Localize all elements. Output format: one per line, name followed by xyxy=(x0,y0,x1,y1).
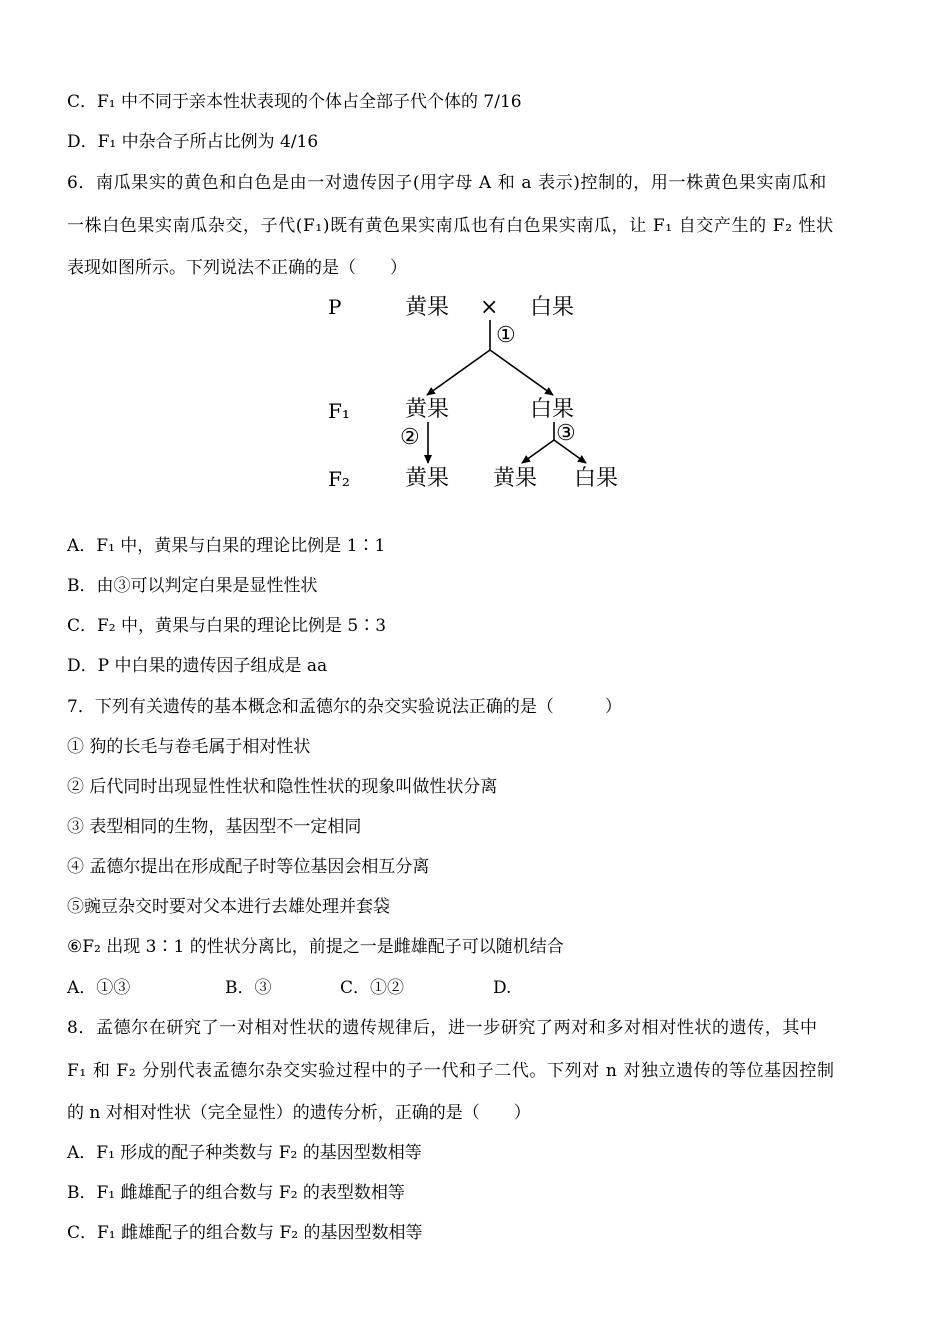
q8-stem-line-2: F₁ 和 F₂ 分别代表孟德尔杂交实验过程中的子一代和子二代。下列对 n 对独立遗传的等位基因控制 xyxy=(67,1061,835,1081)
arrow-to-f1-white xyxy=(490,350,553,395)
q6-stem-line-1: 6．南瓜果实的黄色和白色是由一对遗传因子(用字母 A 和 a 表示)控制的，用一株黄色果实南瓜和 xyxy=(67,173,827,193)
q7-statement-4: ④ 孟德尔提出在形成配子时等位基因会相互分离 xyxy=(67,857,430,877)
q7-option-b: B．③ xyxy=(225,978,272,998)
q8-option-b: B．F₁ 雌雄配子的组合数与 F₂ 的表型数相等 xyxy=(67,1183,405,1203)
generation-label-f1: F₁ xyxy=(328,399,350,423)
cross-diagram xyxy=(310,280,640,500)
q6-option-d: D．P 中白果的遗传因子组成是 aa xyxy=(67,656,328,676)
p-white-fruit: 白果 xyxy=(530,295,575,320)
q6-stem-line-2: 一株白色果实南瓜杂交，子代(F₁)既有黄色果实南瓜也有白色果实南瓜，让 F₁ 自交产生的 F₂ 性状 xyxy=(67,216,834,236)
step-marker-3: ③ xyxy=(556,421,576,446)
q7-statement-1: ① 狗的长毛与卷毛属于相对性状 xyxy=(67,737,311,757)
q6-option-c: C．F₂ 中，黄果与白果的理论比例是 5∶3 xyxy=(67,616,387,636)
cross-symbol: × xyxy=(480,295,499,320)
generation-label-p: P xyxy=(328,295,342,319)
f2-white-fruit: 白果 xyxy=(574,466,619,491)
q8-stem-line-3: 的 n 对相对性状（完全显性）的遗传分析，正确的是（ ） xyxy=(67,1103,531,1123)
q7-statement-3: ③ 表型相同的生物，基因型不一定相同 xyxy=(67,817,362,837)
q6-option-a: A．F₁ 中，黄果与白果的理论比例是 1∶1 xyxy=(67,536,386,556)
f1-yellow-fruit: 黄果 xyxy=(405,397,450,422)
q7-statement-2: ② 后代同时出现显性性状和隐性性状的现象叫做性状分离 xyxy=(67,777,498,797)
q7-stem: 7．下列有关遗传的基本概念和孟德尔的杂交实验说法正确的是（ ） xyxy=(67,697,622,717)
q7-statement-5: ⑤豌豆杂交时要对父本进行去雄处理并套袋 xyxy=(67,897,390,917)
f2-yellow-fruit-a: 黄果 xyxy=(405,466,450,491)
f2-yellow-fruit-b: 黄果 xyxy=(493,466,538,491)
q8-option-c: C．F₁ 雌雄配子的组合数与 F₂ 的基因型数相等 xyxy=(67,1223,423,1243)
q8-stem-line-1: 8．孟德尔在研究了一对相对性状的遗传规律后，进一步研究了两对和多对相对性状的遗传，其中 xyxy=(67,1018,818,1038)
q5-option-d: D．F₁ 中杂合子所占比例为 4/16 xyxy=(67,132,319,152)
step-marker-1: ① xyxy=(496,323,516,348)
q7-option-c: C．①② xyxy=(340,978,405,998)
p-yellow-fruit: 黄果 xyxy=(405,295,450,320)
q5-option-c: C．F₁ 中不同于亲本性状表现的个体占全部子代个体的 7/16 xyxy=(67,92,522,112)
q7-option-d: D. xyxy=(493,978,512,998)
f1-white-fruit: 白果 xyxy=(530,397,575,422)
q6-option-b: B．由③可以判定白果是显性性状 xyxy=(67,576,318,596)
q7-option-a: A．①③ xyxy=(67,978,131,998)
arrow-to-f2-yellow xyxy=(522,440,554,463)
q7-statement-6: ⑥F₂ 出现 3∶1 的性状分离比，前提之一是雌雄配子可以随机结合 xyxy=(67,937,564,957)
generation-label-f2: F₂ xyxy=(328,467,350,491)
q8-option-a: A．F₁ 形成的配子种类数与 F₂ 的基因型数相等 xyxy=(67,1143,422,1163)
q7-options-row xyxy=(67,977,511,999)
step-marker-2: ② xyxy=(400,425,420,450)
arrow-to-f1-yellow xyxy=(427,350,490,395)
q6-stem-line-3: 表现如图所示。下列说法不正确的是（ ） xyxy=(67,258,407,278)
